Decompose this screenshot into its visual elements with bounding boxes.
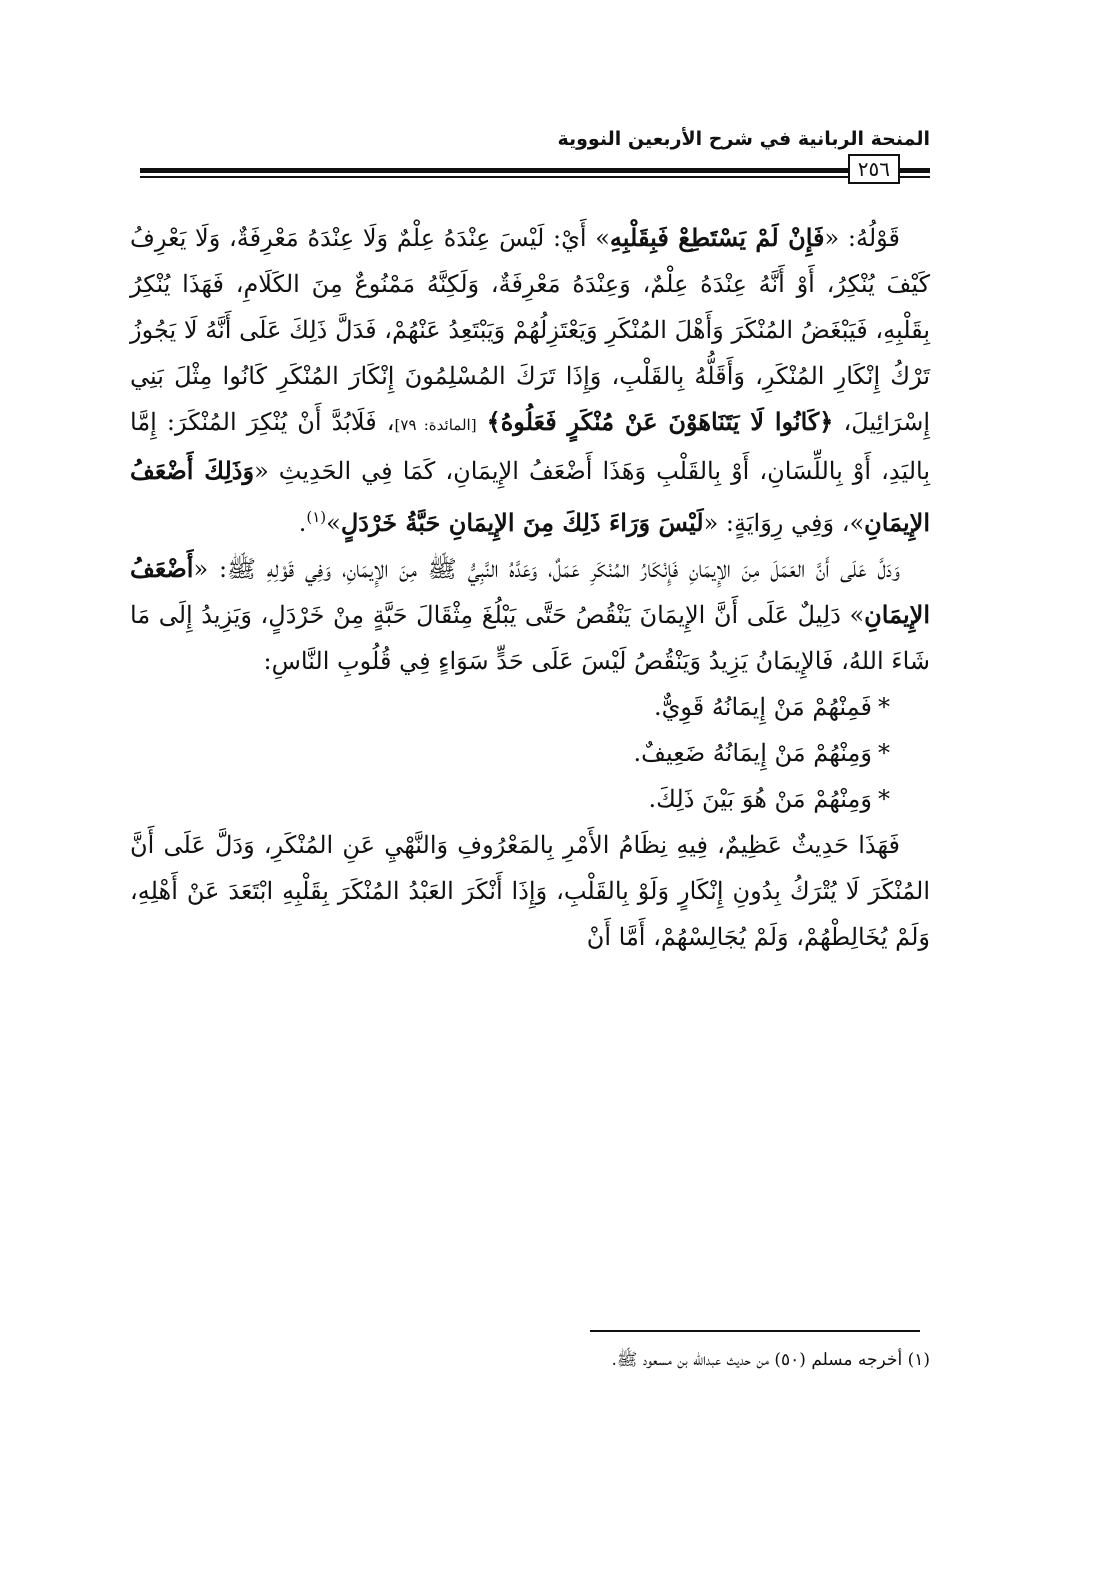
footnote-separator	[590, 1330, 920, 1332]
paragraph-1	[130, 215, 930, 546]
hadith-quote: وَذَلِكَ أَضْعَفُ الإِيمَانِ	[130, 456, 930, 537]
footnote: (١) أخرجه مسلم (٥٠) من حديث عبدالله بن مسعود ﷺ.	[611, 1350, 930, 1370]
list-item-text: وَمِنْهُمْ مَنْ هُوَ بَيْنَ ذَلِكَ.	[648, 785, 872, 813]
main-text	[130, 215, 930, 960]
text-run: قَوْلُهُ: «	[824, 224, 901, 252]
hadith-quote: لَيْسَ وَرَاءَ ذَلِكَ مِنَ الإِيمَانِ حَبَّةُ خَرْدَلٍ	[340, 508, 704, 537]
bullet-star-icon: *	[878, 785, 890, 813]
list-item-text: وَمِنْهُمْ مَنْ إِيمَانُهُ ضَعِيفٌ.	[633, 739, 872, 767]
bullet-star-icon: *	[878, 739, 890, 767]
quran-verse: ﴿كَانُوا لَا يَتَنَاهَوْنَ عَنْ مُنْكَرٍ فَعَلُوهُ﴾	[486, 407, 834, 436]
list-item	[130, 684, 930, 730]
list-item-text: فَمِنْهُمْ مَنْ إِيمَانُهُ قَوِيٌّ.	[653, 693, 872, 721]
text-run: .	[298, 509, 307, 537]
header-rule-thick	[140, 168, 930, 173]
verse-reference: [المائدة: ٧٩]	[394, 416, 477, 434]
text-run: »	[326, 509, 341, 537]
running-title: المنحة الربانية في شرح الأربعين النووية	[557, 128, 930, 150]
footnote-marker: (١)	[306, 508, 327, 526]
bullet-star-icon: *	[878, 693, 890, 721]
hadith-quote: فَإِنْ لَمْ يَسْتَطِعْ فَبِقَلْبِهِ	[609, 223, 825, 252]
list-item	[130, 776, 930, 822]
paragraph-2	[130, 546, 930, 684]
header-rule-thin	[140, 176, 930, 178]
text-run: » دَلِيلٌ عَلَى أَنَّ الإِيمَانَ يَنْقُصُ حَتَّى يَبْلُغَ مِثْقَالَ حَبَّةٍ مِنْ خَرْدَلٍ، وَيَزِيدُ إِلَى مَا شَاءَ اللهُ، فَالإِيمَانُ يَزِيدُ وَيَنْقُصُ لَيْسَ عَلَى حَدٍّ سَوَاءٍ فِي قُلُوبِ النَّاسِ:	[130, 601, 930, 675]
page-header	[140, 118, 930, 182]
text-run: وَدَلَّ عَلَى أَنَّ العَمَلَ مِنَ الإِيمَانِ فَإِنْكَارُ المُنْكَرِ عَمَلٌ، وَعَدَّهُ النَّبِيُّ ﷺ مِنَ الإِيمَانِ، وَفِي قَوْلِهِ ﷺ: «	[193, 555, 900, 583]
text-run: » أَيْ: لَيْسَ عِنْدَهُ عِلْمٌ وَلَا عِنْدَهُ مَعْرِفَةٌ، وَلَا يَعْرِفُ كَيْفَ يُنْكِرُ، أَوْ أَنَّهُ عِنْدَهُ عِلْمٌ، وَعِنْدَهُ مَعْرِفَةٌ، وَلَكِنَّهُ مَمْنُوعٌ مِنَ الكَلَامِ، فَهَذَا يُنْكِرُ بِقَلْبِهِ، فَيَبْغَضُ المُنْكَرَ وَأَهْلَ المُنْكَرِ وَيَعْتَزِلُهُمْ وَيَبْتَعِدُ عَنْهُمْ، فَدَلَّ ذَلِكَ عَلَى أَنَّهُ لَا يَجُوزُ تَرْكُ إِنْكَارِ المُنْكَرِ، وَأَقَلُّهُ بِالقَلْبِ، وَإِذَا تَرَكَ المُسْلِمُونَ إِنْكَارَ المُنْكَرِ كَانُوا مِثْلَ بَنِي إِسْرَائِيلَ،	[130, 224, 931, 436]
page-number: ٢٥٦	[848, 154, 900, 184]
list-item	[130, 730, 930, 776]
paragraph-3: فَهَذَا حَدِيثٌ عَظِيمٌ، فِيهِ نِظَامُ الأَمْرِ بِالمَعْرُوفِ وَالنَّهْيِ عَنِ المُنْكَرِ، وَدَلَّ عَلَى أَنَّ المُنْكَرَ لَا يُتْرَكُ بِدُونِ إِنْكَارٍ وَلَوْ بِالقَلْبِ، وَإِذَا أَنْكَرَ العَبْدُ المُنْكَرَ بِقَلْبِهِ ابْتَعَدَ عَنْ أَهْلِهِ، وَلَمْ يُخَالِطْهُمْ، وَلَمْ يُجَالِسْهُمْ، أَمَّا أَنْ	[130, 831, 930, 951]
faith-levels-list	[130, 684, 930, 822]
text-run: »، وَفِي رِوَايَةٍ: «	[703, 509, 865, 537]
text-run: ، فَلَابُدَّ أَنْ يُنْكِرَ المُنْكَرَ: إِمَّا بِاليَدِ، أَوْ بِاللِّسَانِ، أَوْ بِالقَلْبِ وَهَذَا أَضْعَفُ الإِيمَانِ، كَمَا فِي الحَدِيثِ «	[130, 408, 930, 485]
hadith-quote: أَضْعَفُ الإِيمَانِ	[130, 554, 930, 629]
